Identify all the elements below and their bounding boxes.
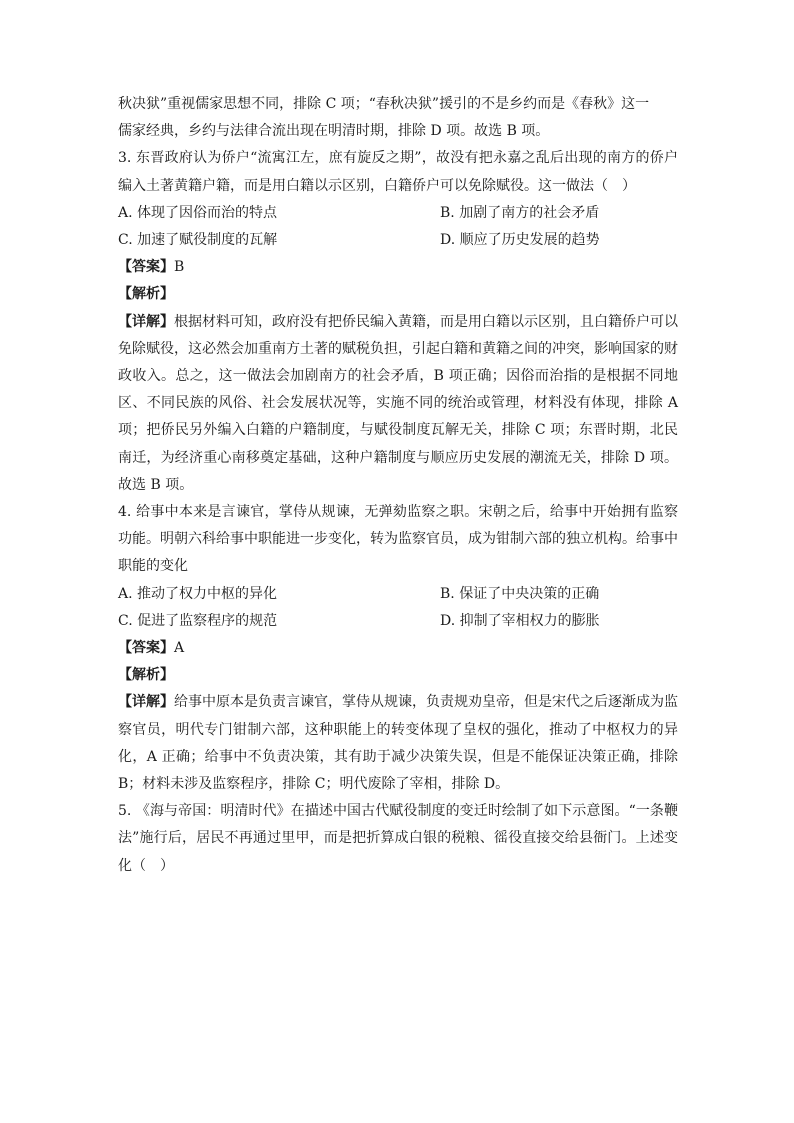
q3-analysis-label: 【解析】: [118, 286, 174, 303]
q3-options: [118, 200, 678, 254]
q3-answer-value: B: [174, 259, 185, 276]
q4-answer: [118, 635, 678, 662]
q3-detail: [118, 309, 678, 499]
q4-options: [118, 581, 678, 635]
q3-answer-tag: 【答案】: [118, 259, 174, 276]
q3-option-c: C. 加速了赋役制度的瓦解: [118, 232, 278, 249]
q4-analysis-label: 【解析】: [118, 667, 174, 684]
q2-analysis-continued-line-1: 秋决狱”重视儒家思想不同，排除 C 项；“春秋决狱”援引的不是乡约而是《春秋》这一: [118, 96, 650, 112]
document-content: [118, 91, 678, 880]
q4-analysis-tag: [118, 662, 678, 689]
q4-option-b: B. 保证了中央决策的正确: [440, 585, 600, 602]
q3-answer: [118, 254, 678, 281]
q4-detail: [118, 689, 678, 798]
q3-option-a: A. 体现了因俗而治的特点: [118, 204, 278, 221]
q4-detail-tag: 【详解】: [118, 694, 174, 711]
q4-answer-value: A: [174, 640, 185, 657]
q4-answer-tag: 【答案】: [118, 640, 174, 657]
q3-stem: 3. 东晋政府认为侨户“流寓江左，庶有旋反之期”，故没有把永嘉之乱后出现的南方的侨户编入土著黄籍户籍，而是用白籍以示区别，白籍侨户可以免除赋役。这一做法（ ）: [118, 150, 678, 194]
q5-stem: 5. 《海与帝国：明清时代》在描述中国古代赋役制度的变迁时绘制了如下示意图。“一条鞭法”施行后，居民不再通过里甲，而是把折算成白银的税粮、徭役直接交给县衙门。上述变化（ ）: [118, 803, 678, 874]
q3-option-b: B. 加剧了南方的社会矛盾: [440, 204, 600, 221]
q3-detail-text: 根据材料可知，政府没有把侨民编入黄籍，而是用白籍以示区别，且白籍侨户可以免除赋役，这必然会加重南方土著的赋税负担，引起白籍和黄籍之间的冲突，影响国家的财政收入。总之，这一做法会加剧南方的社会矛盾，B 项正确；因俗而治指的是根据不同地区、不同民族的风俗、社会发展状况等，实施不同的统治或管理，材料没有体现，排除 A 项；把侨民另外编入白籍的户籍制度，与赋役制度瓦解无关，排除 C 项；东晋时期，北民南迁，为经济重心南移奠定基础，这种户籍制度与顺应历史发展的潮流无关，排除 D 项。故选 B 项。: [118, 313, 678, 493]
q3-option-d: D. 顺应了历史发展的趋势: [440, 232, 600, 249]
q4-option-d: D. 抑制了宰相权力的膨胀: [440, 612, 600, 629]
q2-analysis-continued-line-2: 儒家经典，乡约与法律合流出现在明清时期，排除 D 项。故选 B 项。: [118, 123, 550, 140]
q4-option-c: C. 促进了监察程序的规范: [118, 612, 278, 629]
q3-analysis-tag: [118, 281, 678, 308]
q4-option-a: A. 推动了权力中枢的异化: [118, 585, 278, 602]
q4-detail-text: 给事中原本是负责言谏官，掌侍从规谏，负责规劝皇帝，但是宋代之后逐渐成为监察官员，明代专门钳制六部，这种职能上的转变体现了皇权的强化，推动了中枢权力的异化，A 正确；给事中不负责决策，其有助于减少决策失误，但是不能保证决策正确，排除 B；材料未涉及监察程序，排除 C；明代废除了宰相，排除 D。: [118, 694, 678, 793]
q3-detail-tag: 【详解】: [118, 313, 174, 330]
q4-stem: 4. 给事中本来是言谏官，掌侍从规谏，无弹劾监察之职。宋朝之后，给事中开始拥有监察功能。明朝六科给事中职能进一步变化，转为监察官员，成为钳制六部的独立机构。给事中职能的变化: [118, 504, 678, 575]
